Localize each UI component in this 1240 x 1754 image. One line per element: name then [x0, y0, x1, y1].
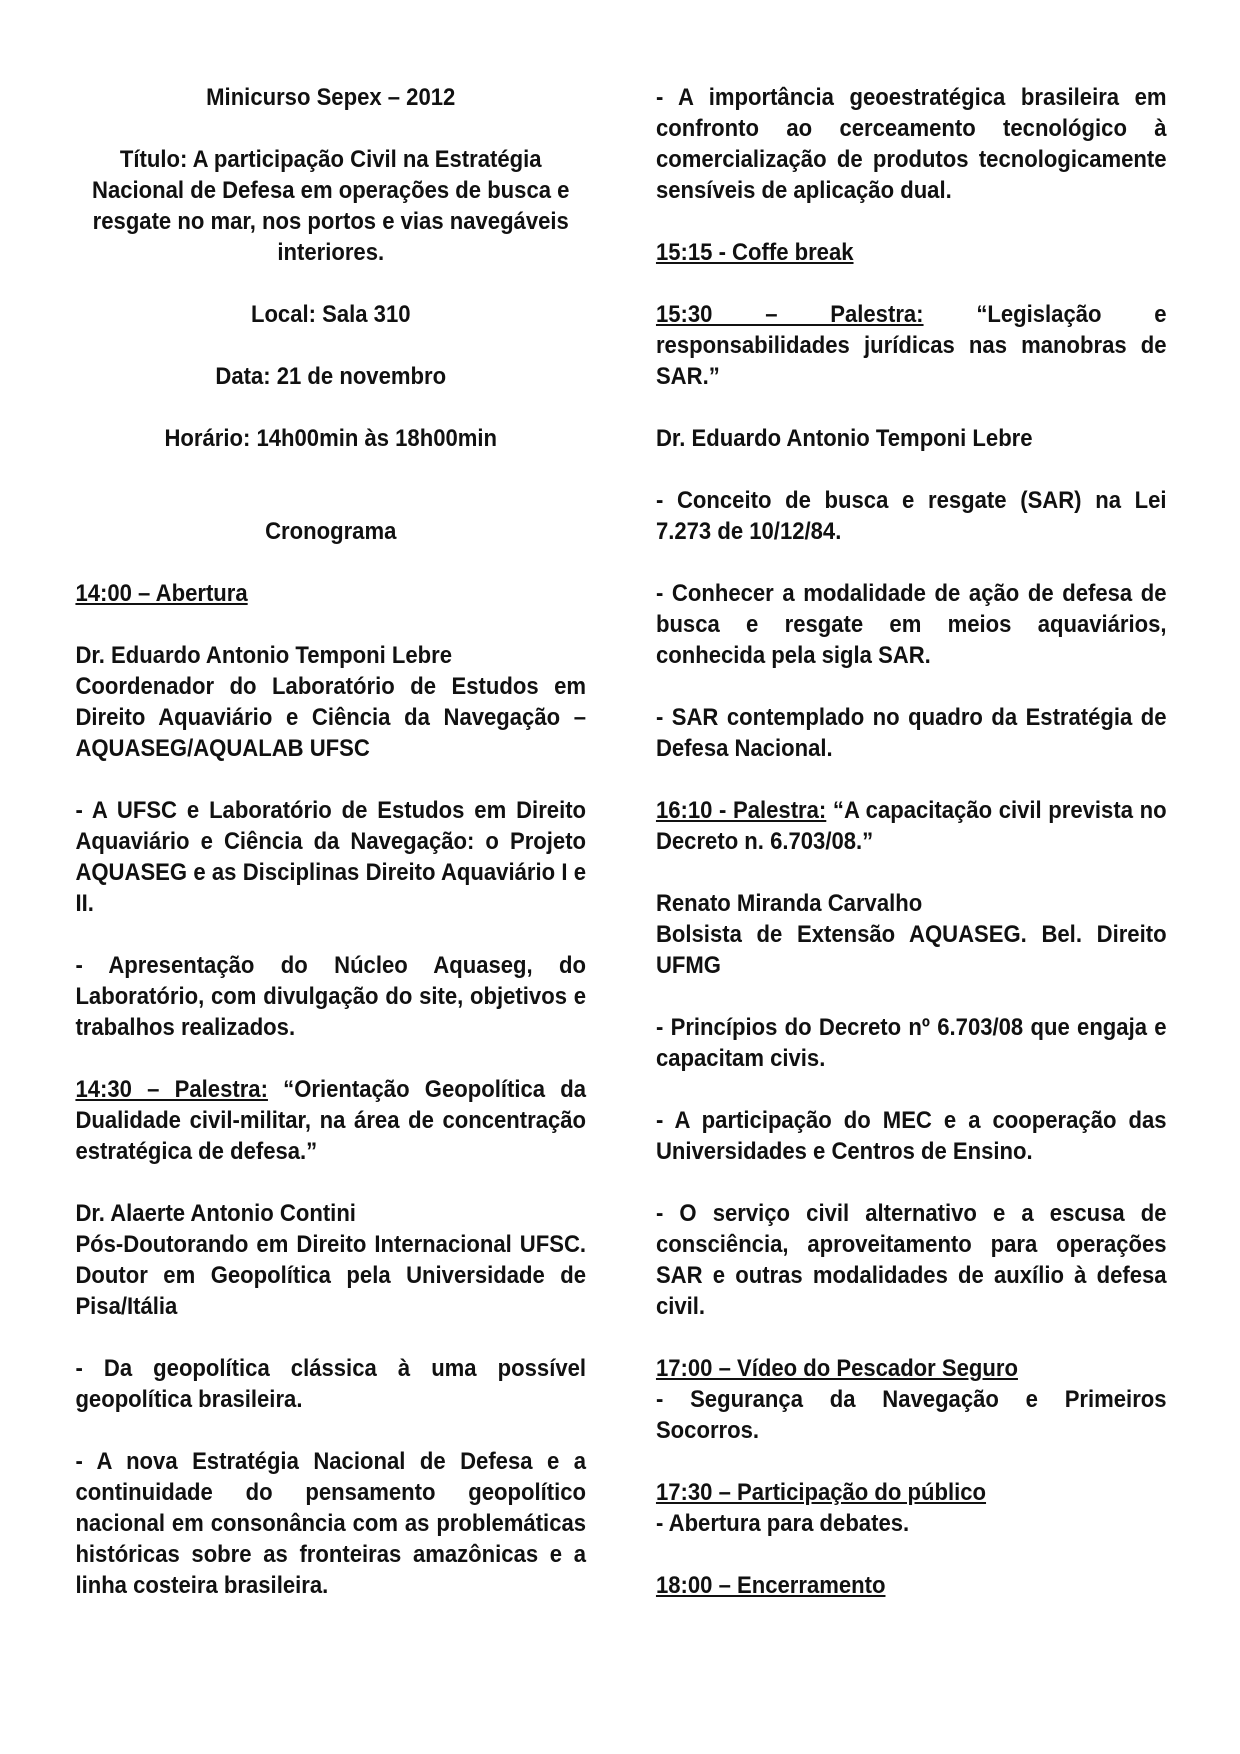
video-session: [656, 1353, 1167, 1446]
course-date: Data: 21 de novembro: [215, 363, 447, 390]
lecture-1-heading: [75, 1074, 586, 1167]
speaker-role: Bolsista de Extensão AQUASEG. Bel. Direito UFMG: [655, 921, 1167, 979]
course-title: Minicurso Sepex – 2012: [206, 84, 456, 111]
topic-item: - SAR contemplado no quadro da Estratégia de Defesa Nacional.: [655, 704, 1167, 762]
topic-item: - Conhecer a modalidade de ação de defesa de busca e resgate em meios aquaviários, conhecida pela sigla SAR.: [655, 580, 1167, 669]
lecture-time: 15:30 – Palestra:: [655, 301, 924, 328]
speaker-block-3: [656, 888, 1167, 981]
topic-item: - O serviço civil alternativo e a escusa de consciência, aproveitamento para operações SAR e outras modalidades de auxílio à defesa civil.: [655, 1200, 1167, 1320]
left-column: [75, 82, 586, 1632]
speaker-role: Pós-Doutorando em Direito Internacional UFSC. Doutor em Geopolítica pela Universidade de Pisa/Itália: [75, 1231, 587, 1320]
lecture-time: 14:30 – Palestra:: [75, 1076, 268, 1103]
speaker-name: Dr. Eduardo Antonio Temponi Lebre: [75, 642, 453, 669]
topic-item: - A participação do MEC e a cooperação das Universidades e Centros de Ensino.: [655, 1107, 1167, 1165]
speaker-name: Renato Miranda Carvalho: [655, 890, 923, 917]
course-location: Local: Sala 310: [250, 301, 411, 328]
topic-item: - Segurança da Navegação e Primeiros Socorros.: [655, 1386, 1167, 1444]
topic-item: - A importância geoestratégica brasileira em confronto ao cerceamento tecnológico à comercialização de produtos tecnologicamente sensíveis de aplicação dual.: [655, 84, 1167, 204]
topic-item: - A nova Estratégia Nacional de Defesa e a continuidade do pensamento geopolítico nacional em consonância com as problemáticas históricas sobre as fronteiras amazônicas e a linha costeira brasileira.: [75, 1448, 587, 1599]
coffee-break-label: 15:15 - Coffe break: [655, 239, 854, 266]
topic-item: - Da geopolítica clássica à uma possível geopolítica brasileira.: [75, 1355, 587, 1413]
closing-label: 18:00 – Encerramento: [655, 1572, 886, 1599]
public-participation: [656, 1477, 1167, 1539]
lecture-title: “Legislação e responsabilidades jurídicas nas manobras de SAR.”: [655, 301, 1167, 390]
closing-session: [656, 1570, 1167, 1601]
speaker-name: Dr. Eduardo Antonio Temponi Lebre: [655, 425, 1033, 452]
lecture-time: 16:10 - Palestra:: [655, 797, 827, 824]
topic-item: - Conceito de busca e resgate (SAR) na Lei 7.273 de 10/12/84.: [655, 487, 1167, 545]
coffee-break: [656, 237, 1167, 268]
right-column: [656, 82, 1167, 1632]
topic-item: - Abertura para debates.: [655, 1510, 910, 1537]
public-participation-label: 17:30 – Participação do público: [655, 1479, 987, 1506]
topic-item: - Princípios do Decreto nº 6.703/08 que engaja e capacitam civis.: [655, 1014, 1167, 1072]
speaker-name: Dr. Alaerte Antonio Contini: [75, 1200, 356, 1227]
lecture-title: “A capacitação civil prevista no Decreto n. 6.703/08.”: [655, 797, 1167, 855]
video-session-label: 17:00 – Vídeo do Pescador Seguro: [655, 1355, 1018, 1382]
speaker-block-1: [75, 640, 586, 764]
topic-item: - Apresentação do Núcleo Aquaseg, do Laboratório, com divulgação do site, objetivos e trabalhos realizados.: [75, 952, 587, 1041]
topic-item: - A UFSC e Laboratório de Estudos em Direito Aquaviário e Ciência da Navegação: o Projeto AQUASEG e as Disciplinas Direito Aquaviário I e II.: [75, 797, 587, 917]
lecture-3-heading: [656, 795, 1167, 857]
session-opening-label: 14:00 – Abertura: [75, 580, 248, 607]
lecture-title: “Orientação Geopolítica da Dualidade civil-militar, na área de concentração estratégica de defesa.”: [75, 1076, 587, 1165]
schedule-heading: Cronograma: [265, 518, 397, 545]
speaker-role: Coordenador do Laboratório de Estudos em Direito Aquaviário e Ciência da Navegação – AQUASEG/AQUALAB UFSC: [75, 673, 587, 762]
course-time: Horário: 14h00min às 18h00min: [164, 425, 498, 452]
speaker-block-2: [75, 1198, 586, 1322]
lecture-2-heading: [656, 299, 1167, 392]
course-subject: Título: A participação Civil na Estratégia Nacional de Defesa em operações de busca e resgate no mar, nos portos e vias navegáveis interiores.: [92, 146, 570, 266]
session-opening-time: [75, 578, 586, 609]
